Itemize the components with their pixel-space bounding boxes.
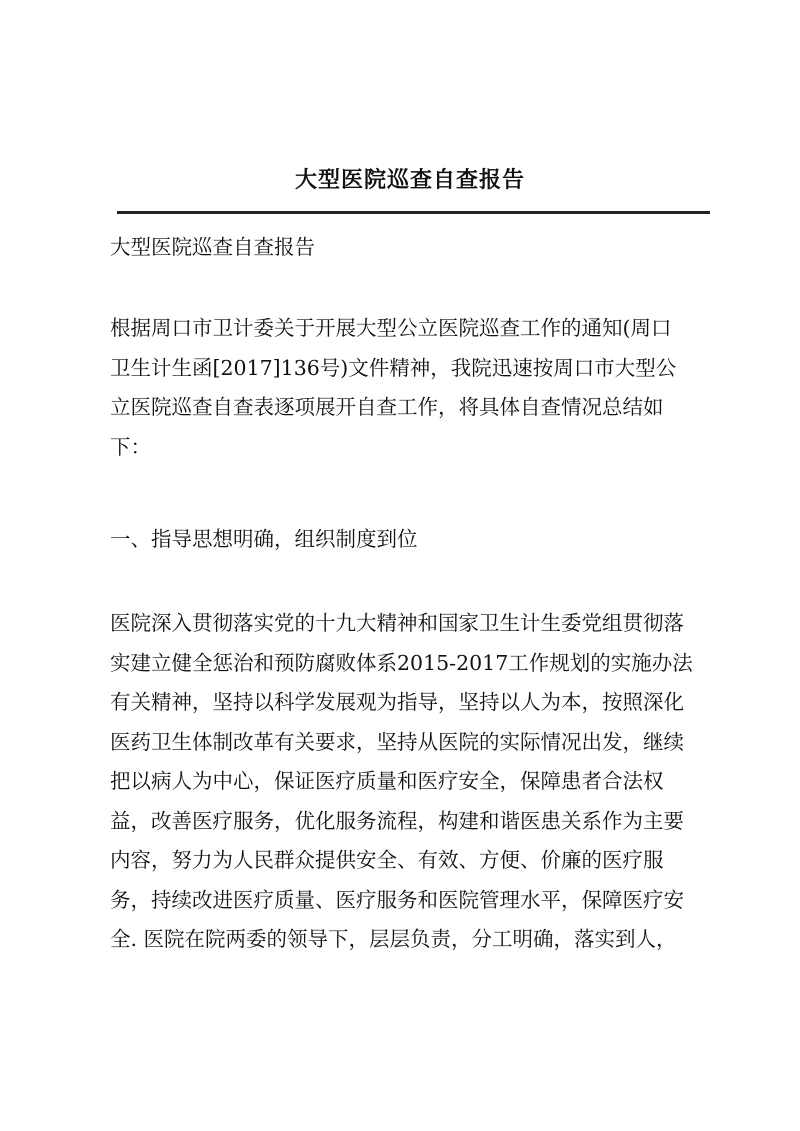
intro-paragraph: 根据周口市卫计委关于开展大型公立医院巡查工作的通知(周口 卫生计生函[2017]136号)文件精神，我院迅速按周口市大型公 立医院巡查自查表逐项展开自查工作，将具体自查情况总结如 下： [110,316,677,459]
section-body-paragraph: 医院深入贯彻落实党的十九大精神和国家卫生计生委党组贯彻落 实建立健全惩治和预防腐败体系2015-2017工作规划的实施办法 有关精神，坚持以科学发展观为指导，坚持以人为本，按照深化 医药卫生体制改革有关要求，坚持从医院的实际情况出发，继续 把以病人为中心，保证医疗质量和医疗安全，保障患者合法权 益，改善医疗服务，优化服务流程，构建和谐医患关系作为主要 内容，努力为人民群众提供安全、有效、方便、价廉的医疗服 务，持续改进医疗质量、医疗服务和医院管理水平，保障医疗安 全. 医院在院两委的领导下，层层负责，分工明确，落实到人， [110,611,693,951]
title-divider [117,211,710,214]
document-title: 大型医院巡查自查报告 [294,168,525,193]
document-subtitle: 大型医院巡查自查报告 [110,235,315,259]
section-heading: 一、指导思想明确，组织制度到位 [110,527,418,551]
